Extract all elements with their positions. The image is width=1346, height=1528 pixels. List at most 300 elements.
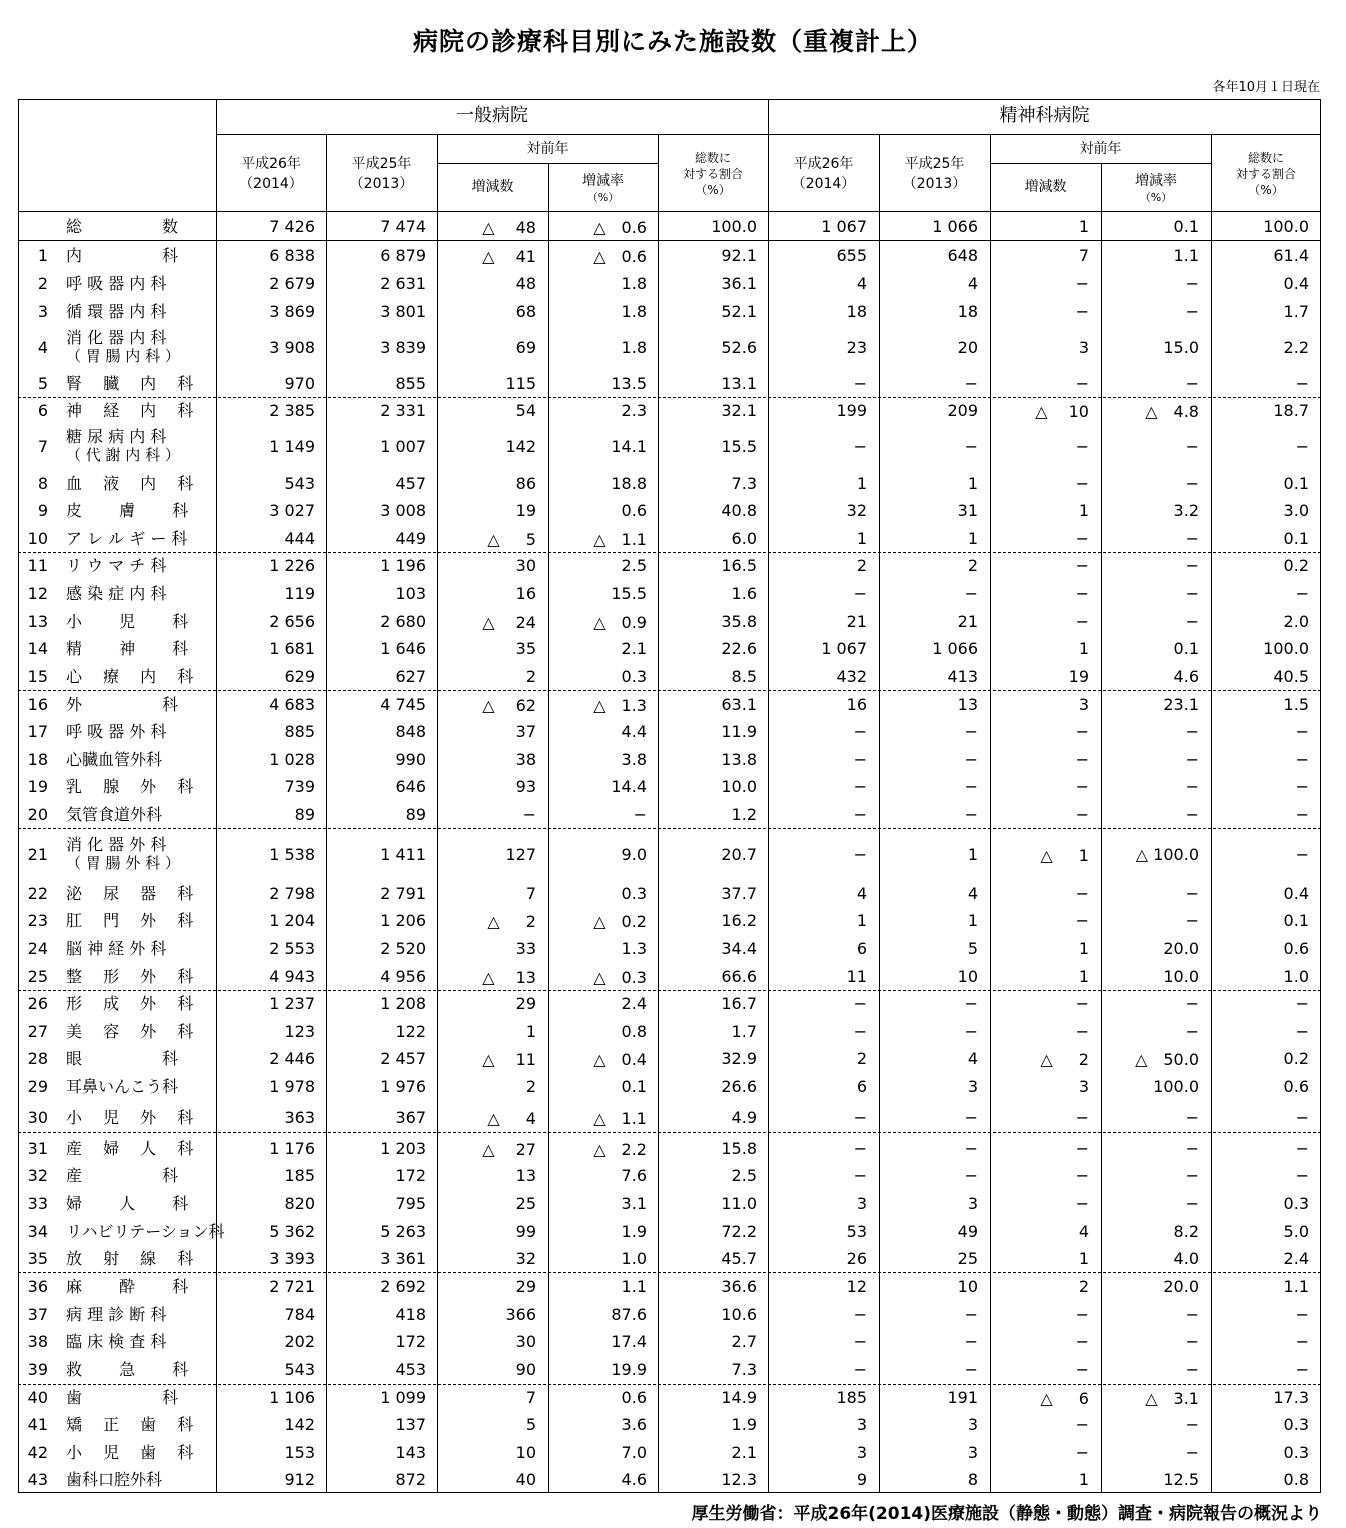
table-row <box>18 1162 1321 1189</box>
row-number: 6 <box>37 400 48 420</box>
value-cell: 3 869 <box>269 301 315 321</box>
value-cell: 7.6 <box>621 1165 647 1185</box>
value-cell: 0.2 <box>1283 555 1309 575</box>
value-cell: 5 <box>967 938 978 958</box>
value-cell: 18.7 <box>1273 400 1309 420</box>
department-name-line: 神 経 内 科 <box>66 400 194 420</box>
value-cell: 72.2 <box>721 1221 757 1241</box>
value-cell: − <box>1185 611 1199 631</box>
value-cell: − <box>853 436 867 456</box>
row-number: 29 <box>27 1076 48 1096</box>
header-psych-prev-year: 対前年 <box>1079 141 1122 157</box>
row-number: 34 <box>27 1221 48 1241</box>
value-cell: 38 <box>515 749 536 769</box>
row-number: 32 <box>27 1165 48 1185</box>
department-name <box>66 935 216 962</box>
header-psych-y2013 <box>879 154 990 194</box>
value-cell: 11.9 <box>721 721 757 741</box>
table-row <box>18 773 1321 800</box>
row-number: 38 <box>27 1331 48 1351</box>
department-name <box>66 242 216 269</box>
value-cell: − <box>964 1138 978 1158</box>
department-name-line: 小 児 歯 科 <box>66 1442 194 1462</box>
table-row <box>18 1328 1321 1355</box>
value-cell: 1 176 <box>269 1138 315 1158</box>
table-row <box>18 990 1321 1017</box>
department-name-line: 呼 吸 器 内 科 <box>66 273 167 293</box>
value-cell: 10 <box>957 966 978 986</box>
row-number: 16 <box>27 694 48 714</box>
value-cell: − <box>853 583 867 603</box>
value-cell: − <box>1185 883 1199 903</box>
row-number <box>18 213 50 240</box>
row-number: 1 <box>37 245 48 265</box>
value-cell: △ 4 <box>487 1108 536 1128</box>
table-row <box>18 1045 1321 1072</box>
department-name <box>66 1018 216 1045</box>
value-cell: 444 <box>284 528 315 548</box>
department-name-line: 消 化 器 外 科 <box>66 835 167 854</box>
table-row <box>18 1439 1321 1466</box>
value-cell: − <box>1185 273 1199 293</box>
department-name <box>66 213 216 240</box>
department-name <box>66 1411 216 1438</box>
value-cell: − <box>1185 993 1199 1013</box>
value-cell: 52.6 <box>721 337 757 357</box>
value-cell: 7 474 <box>380 216 426 236</box>
value-cell: 11.0 <box>721 1193 757 1213</box>
value-cell: 35 <box>515 638 536 658</box>
value-cell: 40.8 <box>721 500 757 520</box>
department-name-line: 泌 尿 器 科 <box>66 883 194 903</box>
value-cell: − <box>1075 1414 1089 1434</box>
row-number: 18 <box>27 749 48 769</box>
value-cell: − <box>964 1021 978 1041</box>
value-cell: 19 <box>515 500 536 520</box>
value-cell: 14.9 <box>721 1387 757 1407</box>
department-name <box>66 1245 216 1272</box>
table-row <box>18 608 1321 635</box>
value-cell: − <box>853 721 867 741</box>
department-name <box>66 1356 216 1383</box>
department-name <box>66 298 216 325</box>
value-cell: 3 361 <box>380 1248 426 1268</box>
table-row <box>18 497 1321 524</box>
value-cell: 2 791 <box>380 883 426 903</box>
value-cell: 16.5 <box>721 555 757 575</box>
value-cell: 54 <box>515 400 536 420</box>
value-cell: 0.3 <box>1283 1193 1309 1213</box>
department-name <box>66 907 216 934</box>
row-number: 22 <box>27 883 48 903</box>
value-cell: 18 <box>846 301 867 321</box>
value-cell: △ 10 <box>1035 401 1089 421</box>
value-cell: 3 <box>967 1414 978 1434</box>
value-cell: 2 <box>525 666 536 686</box>
department-name-line: リ ウ マ チ 科 <box>66 555 167 575</box>
value-cell: − <box>1075 1442 1089 1462</box>
row-number: 28 <box>27 1048 48 1068</box>
value-cell: 3.2 <box>1173 500 1199 520</box>
value-cell: 449 <box>395 528 426 548</box>
divider <box>18 828 1321 829</box>
value-cell: 0.3 <box>621 666 647 686</box>
value-cell: − <box>1295 1331 1309 1351</box>
table-row <box>18 1273 1321 1300</box>
value-cell: 543 <box>284 473 315 493</box>
value-cell: 5 362 <box>269 1221 315 1241</box>
table-row <box>18 580 1321 607</box>
value-cell: 363 <box>284 1107 315 1127</box>
value-cell: − <box>853 776 867 796</box>
department-name-line: 小 児 外 科 <box>66 1107 194 1127</box>
value-cell: 4 943 <box>269 966 315 986</box>
value-cell: − <box>1075 301 1089 321</box>
value-cell: − <box>1185 528 1199 548</box>
value-cell: 1 <box>1078 966 1089 986</box>
value-cell: 13 <box>515 1165 536 1185</box>
value-cell: △ 5 <box>487 529 536 549</box>
row-number: 19 <box>27 776 48 796</box>
value-cell: − <box>964 993 978 1013</box>
value-cell: − <box>1075 776 1089 796</box>
value-cell: − <box>1185 749 1199 769</box>
table-row <box>18 213 1321 240</box>
table-row <box>18 691 1321 718</box>
value-cell: 0.4 <box>1283 273 1309 293</box>
department-name-line: 矯 正 歯 科 <box>66 1414 194 1434</box>
value-cell: 32 <box>846 500 867 520</box>
value-cell: 1 681 <box>269 638 315 658</box>
row-number: 13 <box>27 611 48 631</box>
value-cell: 137 <box>395 1414 426 1434</box>
table-row <box>18 801 1321 828</box>
value-cell: 990 <box>395 749 426 769</box>
value-cell: − <box>1075 528 1089 548</box>
row-number: 31 <box>27 1138 48 1158</box>
department-name <box>66 635 216 662</box>
value-cell: − <box>1075 1359 1089 1379</box>
value-cell: 3 027 <box>269 500 315 520</box>
table-row <box>18 1356 1321 1383</box>
table-row <box>18 327 1321 367</box>
value-cell: 2.4 <box>621 993 647 1013</box>
header-y2014 <box>216 154 326 194</box>
row-number: 43 <box>27 1469 48 1489</box>
value-cell: 31 <box>957 500 978 520</box>
value-cell: 9 <box>856 1469 867 1489</box>
value-cell: 1 <box>1078 500 1089 520</box>
value-cell: 15.8 <box>721 1138 757 1158</box>
value-cell: 3 <box>856 1442 867 1462</box>
value-cell: 119 <box>284 583 315 603</box>
value-cell: − <box>964 436 978 456</box>
value-cell: − <box>1185 1359 1199 1379</box>
value-cell: △ 2 <box>487 911 536 931</box>
table-row <box>18 834 1321 874</box>
value-cell: 2.5 <box>621 555 647 575</box>
value-cell: 0.3 <box>1283 1442 1309 1462</box>
department-name <box>66 746 216 773</box>
value-cell: 0.2 <box>1283 1048 1309 1068</box>
value-cell: 15.5 <box>611 583 647 603</box>
value-cell: 413 <box>947 666 978 686</box>
value-cell: 0.6 <box>1283 1076 1309 1096</box>
value-cell: 66.6 <box>721 966 757 986</box>
department-name <box>66 718 216 745</box>
value-cell: − <box>1295 1138 1309 1158</box>
value-cell: 10.0 <box>1163 966 1199 986</box>
value-cell: 0.1 <box>1283 528 1309 548</box>
value-cell: − <box>1295 1165 1309 1185</box>
department-name-line: 病 理 診 断 科 <box>66 1304 167 1324</box>
department-name <box>66 1328 216 1355</box>
header-share <box>658 150 768 198</box>
value-cell: 48 <box>515 273 536 293</box>
row-number: 8 <box>37 473 48 493</box>
value-cell: △ 1.3 <box>593 695 647 715</box>
value-cell: 4.0 <box>1173 1248 1199 1268</box>
row-number: 12 <box>27 583 48 603</box>
value-cell: − <box>964 749 978 769</box>
value-cell: 17.4 <box>611 1331 647 1351</box>
header-psych-y2013-sub: （2013） <box>902 176 967 192</box>
value-cell: 872 <box>395 1469 426 1489</box>
department-name <box>66 1162 216 1189</box>
value-cell: △ 3.1 <box>1145 1388 1199 1408</box>
value-cell: 123 <box>284 1021 315 1041</box>
value-cell: 4 683 <box>269 694 315 714</box>
value-cell: 12 <box>846 1276 867 1296</box>
value-cell: − <box>1295 373 1309 393</box>
value-cell: 646 <box>395 776 426 796</box>
value-cell: 53 <box>846 1221 867 1241</box>
value-cell: 7.0 <box>621 1442 647 1462</box>
value-cell: 1 <box>1078 216 1089 236</box>
header-rate <box>548 171 658 205</box>
department-name-line: 総 数 <box>66 216 179 236</box>
value-cell: 1 067 <box>821 638 867 658</box>
value-cell: 1 206 <box>380 910 426 930</box>
value-cell: − <box>1075 883 1089 903</box>
table-row <box>18 1245 1321 1272</box>
header-psych-share-unit: （%） <box>1248 183 1284 197</box>
value-cell: − <box>964 373 978 393</box>
value-cell: 26 <box>846 1248 867 1268</box>
value-cell: 1 149 <box>269 436 315 456</box>
value-cell: 92.1 <box>721 245 757 265</box>
as-of-date: 各年10月１日現在 <box>1212 80 1320 95</box>
value-cell: 367 <box>395 1107 426 1127</box>
value-cell: 912 <box>284 1469 315 1489</box>
value-cell: 11 <box>846 966 867 986</box>
value-cell: 8 <box>967 1469 978 1489</box>
value-cell: 30 <box>515 555 536 575</box>
table-row <box>18 525 1321 552</box>
department-name <box>66 773 216 800</box>
value-cell: 1 196 <box>380 555 426 575</box>
value-cell: 1 066 <box>932 638 978 658</box>
value-cell: 3 008 <box>380 500 426 520</box>
department-name-line: 臨 床 検 査 科 <box>66 1331 167 1351</box>
value-cell: △ 0.2 <box>593 911 647 931</box>
value-cell: 9.0 <box>621 844 647 864</box>
value-cell: △ 0.9 <box>593 612 647 632</box>
value-cell: △ 48 <box>482 217 536 237</box>
row-number: 42 <box>27 1442 48 1462</box>
value-cell: 199 <box>836 400 867 420</box>
value-cell: − <box>1185 910 1199 930</box>
value-cell: 3.0 <box>1283 500 1309 520</box>
row-number: 26 <box>27 993 48 1013</box>
row-number: 17 <box>27 721 48 741</box>
value-cell: 627 <box>395 666 426 686</box>
department-name <box>66 1190 216 1217</box>
value-cell: 10 <box>957 1276 978 1296</box>
value-cell: 143 <box>395 1442 426 1462</box>
value-cell: − <box>1295 721 1309 741</box>
row-number: 14 <box>27 638 48 658</box>
department-name-line: 心臓血管外科 <box>66 749 163 769</box>
value-cell: 33 <box>515 938 536 958</box>
value-cell: 0.1 <box>1283 910 1309 930</box>
value-cell: 14.4 <box>611 776 647 796</box>
value-cell: 142 <box>505 436 536 456</box>
value-cell: △ 1.1 <box>593 1108 647 1128</box>
value-cell: 2 692 <box>380 1276 426 1296</box>
value-cell: 20.7 <box>721 844 757 864</box>
source-note: 厚生労働省：平成26年(2014)医療施設（静態・動態）調査・病院報告の概況より <box>691 1504 1322 1524</box>
value-cell: − <box>964 1107 978 1127</box>
table-row <box>18 426 1321 466</box>
value-cell: 1 <box>967 528 978 548</box>
value-cell: 10.0 <box>721 776 757 796</box>
row-number: 10 <box>27 528 48 548</box>
value-cell: − <box>1185 1107 1199 1127</box>
department-name <box>66 327 216 367</box>
value-cell: 1 007 <box>380 436 426 456</box>
value-cell: 1 106 <box>269 1387 315 1407</box>
divider <box>18 1132 1321 1133</box>
department-name-line: 消 化 器 内 科 <box>66 328 167 347</box>
value-cell: − <box>1185 1331 1199 1351</box>
table-row <box>18 935 1321 962</box>
value-cell: − <box>853 1107 867 1127</box>
department-name <box>66 801 216 828</box>
value-cell: 0.1 <box>1173 216 1199 236</box>
value-cell: △ 62 <box>482 695 536 715</box>
value-cell: 739 <box>284 776 315 796</box>
value-cell: 3 <box>856 1414 867 1434</box>
value-cell: 122 <box>395 1021 426 1041</box>
value-cell: − <box>1075 749 1089 769</box>
value-cell: 20.0 <box>1163 1276 1199 1296</box>
value-cell: 13.8 <box>721 749 757 769</box>
header-y2014-label: 平成26年 <box>241 156 301 172</box>
value-cell: 4 <box>967 1048 978 1068</box>
row-number: 27 <box>27 1021 48 1041</box>
department-name-line: リハビリテーション科 <box>66 1221 225 1241</box>
department-name-line: 麻 酔 科 <box>66 1276 189 1296</box>
department-name <box>66 1104 216 1131</box>
department-name-line: 耳鼻いんこう科 <box>66 1076 179 1096</box>
value-cell: 2 <box>856 555 867 575</box>
value-cell: 1.7 <box>1283 301 1309 321</box>
value-cell: 1 <box>1078 638 1089 658</box>
value-cell: 4.6 <box>621 1469 647 1489</box>
department-name-sub: （ 胃 腸 内 科 ） <box>66 347 180 365</box>
value-cell: 142 <box>284 1414 315 1434</box>
row-number: 36 <box>27 1276 48 1296</box>
value-cell: − <box>1185 1442 1199 1462</box>
department-name-line: 歯 科 <box>66 1387 179 1407</box>
table-row <box>18 663 1321 690</box>
value-cell: 1 <box>856 910 867 930</box>
value-cell: − <box>853 804 867 824</box>
value-cell: 22.6 <box>721 638 757 658</box>
value-cell: − <box>1075 804 1089 824</box>
value-cell: 1 203 <box>380 1138 426 1158</box>
value-cell: 2 457 <box>380 1048 426 1068</box>
table-row <box>18 298 1321 325</box>
value-cell: 25 <box>515 1193 536 1213</box>
value-cell: 1 226 <box>269 555 315 575</box>
value-cell: − <box>853 1138 867 1158</box>
value-cell: − <box>853 1165 867 1185</box>
value-cell: 2 <box>856 1048 867 1068</box>
value-cell: − <box>1185 583 1199 603</box>
value-cell: 89 <box>405 804 426 824</box>
department-name <box>66 370 216 397</box>
value-cell: − <box>853 1021 867 1041</box>
value-cell: 3.6 <box>621 1414 647 1434</box>
value-cell: 648 <box>947 245 978 265</box>
value-cell: 6.0 <box>731 528 757 548</box>
value-cell: 0.3 <box>621 883 647 903</box>
value-cell: 3 908 <box>269 337 315 357</box>
department-name <box>66 691 216 718</box>
value-cell: 784 <box>284 1304 315 1324</box>
value-cell: 63.1 <box>721 694 757 714</box>
value-cell: − <box>1295 583 1309 603</box>
divider <box>990 163 1211 164</box>
value-cell: 2.3 <box>621 400 647 420</box>
value-cell: 18.8 <box>611 473 647 493</box>
value-cell: − <box>1075 555 1089 575</box>
value-cell: 457 <box>395 473 426 493</box>
value-cell: − <box>1185 804 1199 824</box>
department-name <box>66 1045 216 1072</box>
value-cell: − <box>1075 721 1089 741</box>
row-number: 35 <box>27 1248 48 1268</box>
header-y2013-label: 平成25年 <box>351 156 412 172</box>
value-cell: 5 263 <box>380 1221 426 1241</box>
department-name-line: 気管食道外科 <box>66 804 163 824</box>
value-cell: − <box>853 993 867 1013</box>
header-change: 増減数 <box>471 179 514 195</box>
department-name-line: 肛 門 外 科 <box>66 910 194 930</box>
value-cell: △ 27 <box>482 1139 536 1159</box>
value-cell: 0.8 <box>621 1021 647 1041</box>
value-cell: 172 <box>395 1165 426 1185</box>
row-number: 9 <box>37 500 48 520</box>
value-cell: 16.2 <box>721 910 757 930</box>
value-cell: − <box>1295 436 1309 456</box>
value-cell: − <box>1075 611 1089 631</box>
department-name-line: 糖 尿 病 内 科 <box>66 427 167 446</box>
value-cell: 3 <box>1078 1076 1089 1096</box>
value-cell: 20 <box>957 337 978 357</box>
